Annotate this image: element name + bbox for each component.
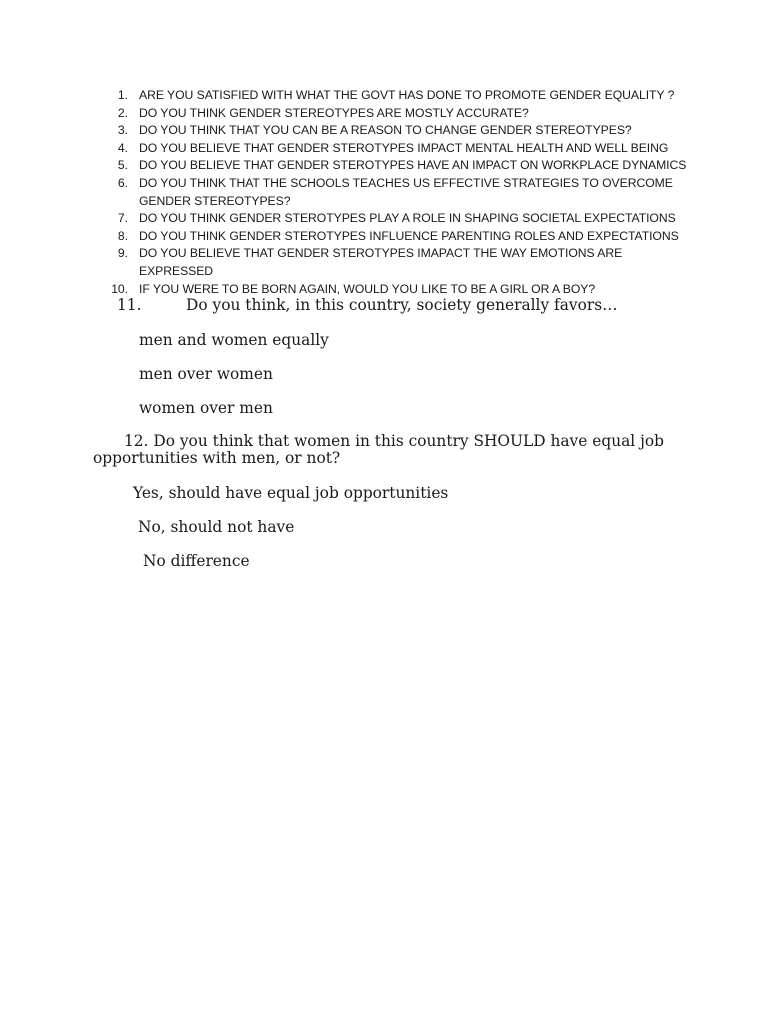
question-11-text: Do you think, in this country, society generally favors… <box>186 296 618 314</box>
list-item <box>0 228 699 246</box>
question-number: 1. <box>117 88 128 102</box>
question-number: 7. <box>117 211 128 226</box>
question-number: 2. <box>117 105 128 120</box>
question-number: 9. <box>117 246 128 261</box>
question-number: 8. <box>117 228 128 243</box>
question-number: 6. <box>117 175 128 190</box>
question-12-text: 12. Do you think that women in this country SHOULD have equal job opportunities with men, or not? <box>93 432 664 467</box>
list-item <box>0 140 699 158</box>
question-text: DO YOU THINK GENDER STEROTYPES PLAY A ROLE IN SHAPING SOCIETAL EXPECTATIONS <box>139 211 676 226</box>
question-number: 10. <box>111 281 128 296</box>
question-text: DO YOU BELIEVE THAT GENDER STEROTYPES HAVE AN IMPACT ON WORKPLACE DYNAMICS <box>139 158 687 173</box>
list-item <box>0 245 699 280</box>
question-number: 5. <box>117 158 128 173</box>
question-11-option: women over men <box>139 399 273 417</box>
question-list <box>0 87 768 298</box>
question-11-option: men and women equally <box>139 331 329 349</box>
question-text: IF YOU WERE TO BE BORN AGAIN, WOULD YOU LIKE TO BE A GIRL OR A BOY? <box>139 281 596 296</box>
list-item <box>0 210 699 228</box>
question-12-option: Yes, should have equal job opportunities <box>133 484 449 502</box>
question-12-option: No, should not have <box>138 518 295 536</box>
question-text: DO YOU BELIEVE THAT GENDER STEROTYPES IMPACT MENTAL HEALTH AND WELL BEING <box>139 140 669 155</box>
question-12-option: No difference <box>143 552 250 570</box>
list-item <box>0 122 699 140</box>
list-item <box>0 105 699 123</box>
question-text: DO YOU THINK THAT THE SCHOOLS TEACHES US EFFECTIVE STRATEGIES TO OVERCOME GENDER STEREOTYPES? <box>139 175 673 208</box>
question-text: DO YOU THINK GENDER STEROTYPES INFLUENCE PARENTING ROLES AND EXPECTATIONS <box>139 228 679 243</box>
question-number: 4. <box>117 140 128 155</box>
question-text: DO YOU THINK GENDER STEREOTYPES ARE MOSTLY ACCURATE? <box>139 105 529 120</box>
list-item <box>0 157 699 175</box>
list-item <box>0 87 699 105</box>
question-text: DO YOU THINK THAT YOU CAN BE A REASON TO CHANGE GENDER STEREOTYPES? <box>139 123 632 138</box>
question-11-number: 11. <box>117 296 142 314</box>
question-11-option: men over women <box>139 365 273 383</box>
question-text: ARE YOU SATISFIED WITH WHAT THE GOVT HAS DONE TO PROMOTE GENDER EQUALITY ? <box>139 88 675 102</box>
question-text: DO YOU BELIEVE THAT GENDER STEROTYPES IMAPACT THE WAY EMOTIONS ARE EXPRESSED <box>139 246 623 278</box>
list-item <box>0 175 699 210</box>
question-number: 3. <box>117 123 128 138</box>
